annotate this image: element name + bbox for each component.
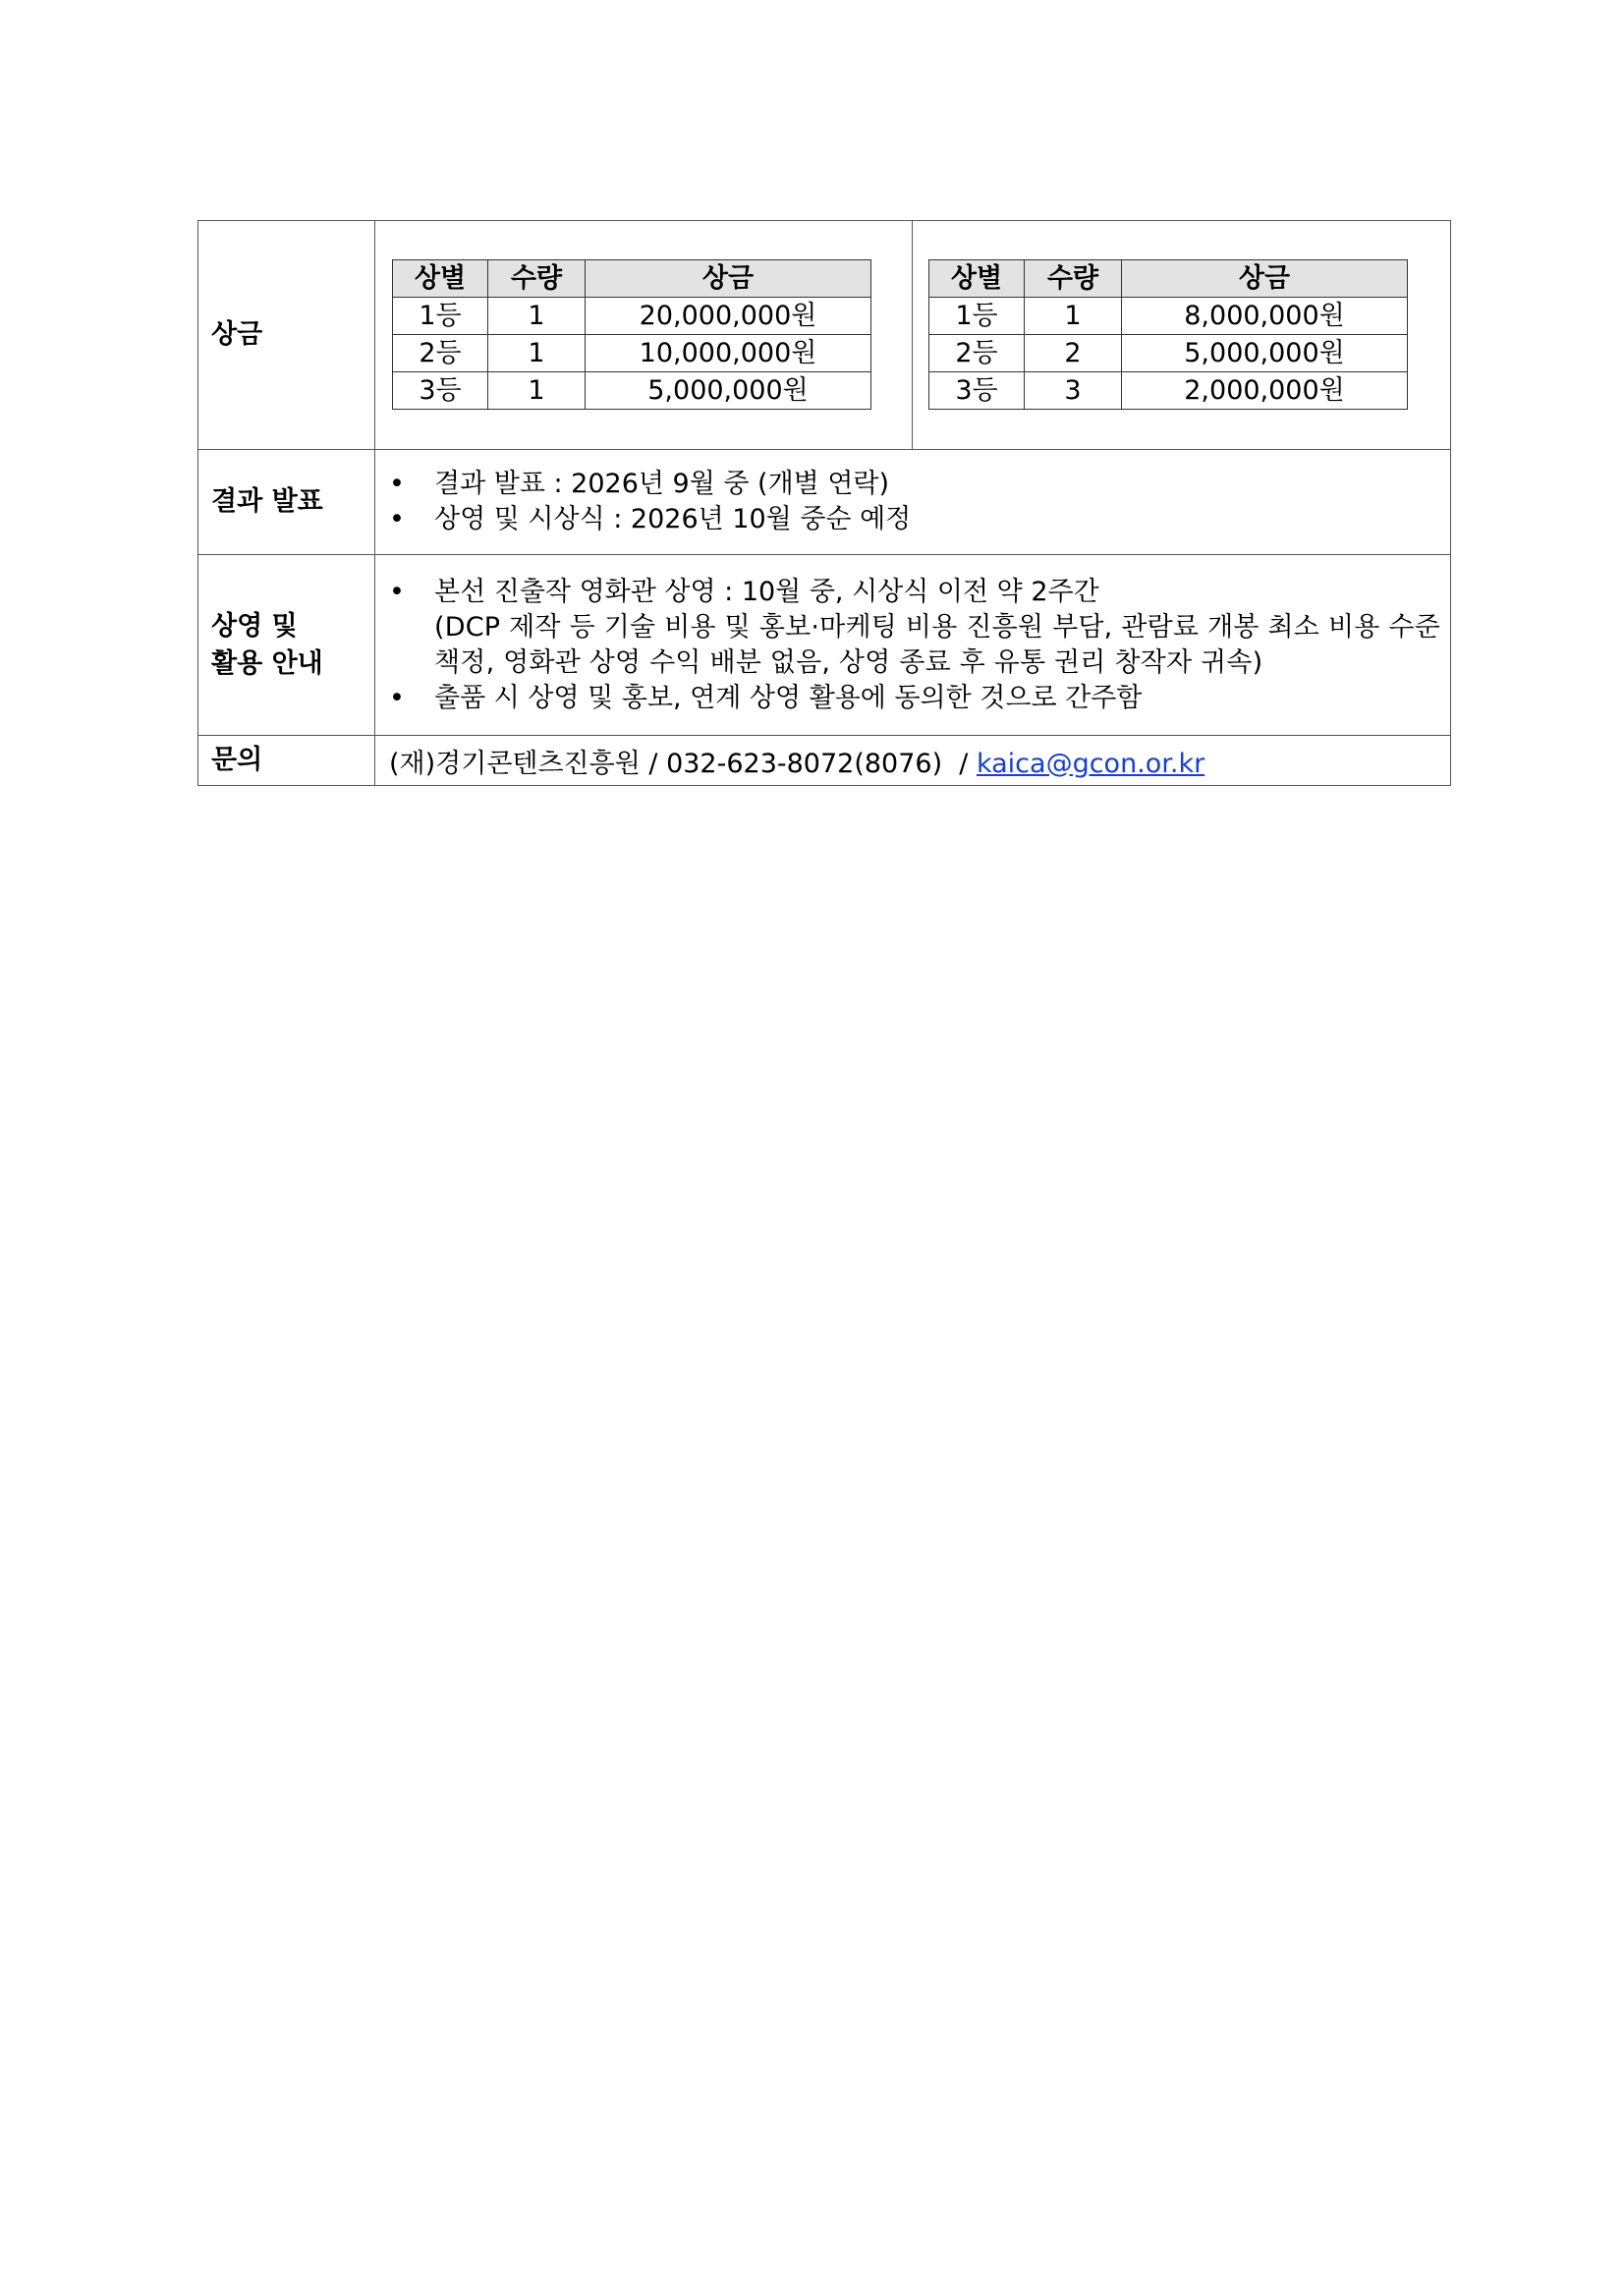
prize-table-header: [393, 260, 871, 298]
prize-table-header: [929, 260, 1408, 298]
email-link[interactable]: kaica@gcon.or.kr: [976, 748, 1205, 779]
table-row: [393, 298, 871, 335]
rank-cell: 2등: [393, 335, 488, 372]
table-row: [393, 335, 871, 372]
header-rank: 상별: [929, 260, 1025, 298]
header-quantity: 수량: [488, 260, 586, 298]
amount-cell: 5,000,000원: [586, 372, 871, 410]
contact-org-phone: (재)경기콘텐츠진흥원 / 032-623-8072(8076) /: [389, 748, 977, 779]
amount-cell: 10,000,000원: [586, 335, 871, 372]
screening-label: [198, 555, 375, 736]
rank-cell: 1등: [929, 298, 1025, 335]
table-row: [929, 298, 1408, 335]
amount-cell: 20,000,000원: [586, 298, 871, 335]
table-row: [929, 335, 1408, 372]
result-list: [375, 467, 1450, 537]
header-amount: 상금: [586, 260, 871, 298]
quantity-cell: 1: [488, 298, 586, 335]
result-row: [198, 450, 1451, 555]
list-item: • 상영 및 시상식 : 2026년 10월 중순 예정: [389, 502, 1440, 537]
prize-divider: [912, 221, 913, 449]
result-content: [375, 450, 1451, 555]
prize-table-left: [392, 259, 871, 410]
screening-list: [375, 575, 1450, 716]
header-rank: 상별: [393, 260, 488, 298]
prize-label: 상금: [198, 221, 375, 450]
document-page: [197, 220, 1451, 786]
rank-cell: 3등: [929, 372, 1025, 410]
header-quantity: 수량: [1025, 260, 1122, 298]
rank-cell: 1등: [393, 298, 488, 335]
screening-row: [198, 555, 1451, 736]
screening-label-line1: 상영 및: [211, 611, 298, 643]
header-amount: 상금: [1122, 260, 1408, 298]
contact-row: [198, 736, 1451, 786]
rank-cell: 3등: [393, 372, 488, 410]
list-item: [389, 575, 1440, 681]
amount-cell: 5,000,000원: [1122, 335, 1408, 372]
contact-label: 문의: [198, 736, 375, 786]
rank-cell: 2등: [929, 335, 1025, 372]
screening-content: [375, 555, 1451, 736]
result-label: 결과 발표: [198, 450, 375, 555]
quantity-cell: 3: [1025, 372, 1122, 410]
quantity-cell: 2: [1025, 335, 1122, 372]
amount-cell: 8,000,000원: [1122, 298, 1408, 335]
screening-summary: 본선 진출작 영화관 상영 : 10월 중, 시상식 이전 약 2주간: [434, 576, 1099, 607]
info-table: [197, 220, 1451, 786]
prize-content: [375, 221, 1451, 450]
table-row: [929, 372, 1408, 410]
quantity-cell: 1: [488, 372, 586, 410]
prize-row: [198, 221, 1451, 450]
screening-label-line2: 활용 안내: [211, 647, 323, 679]
quantity-cell: 1: [1025, 298, 1122, 335]
amount-cell: 2,000,000원: [1122, 372, 1408, 410]
table-row: [393, 372, 871, 410]
quantity-cell: 1: [488, 335, 586, 372]
prize-table-right: [928, 259, 1408, 410]
list-item: • 결과 발표 : 2026년 9월 중 (개별 연락): [389, 467, 1440, 502]
contact-content: [375, 736, 1451, 786]
screening-detail: (DCP 제작 등 기술 비용 및 홍보·마케팅 비용 진흥원 부담, 관람료 개봉 최소 비용 수준 책정, 영화관 상영 수익 배분 없음, 상영 종료 후 유통 권리 창작자 귀속): [434, 611, 1440, 678]
list-item: • 출품 시 상영 및 홍보, 연계 상영 활용에 동의한 것으로 간주함: [389, 681, 1440, 716]
